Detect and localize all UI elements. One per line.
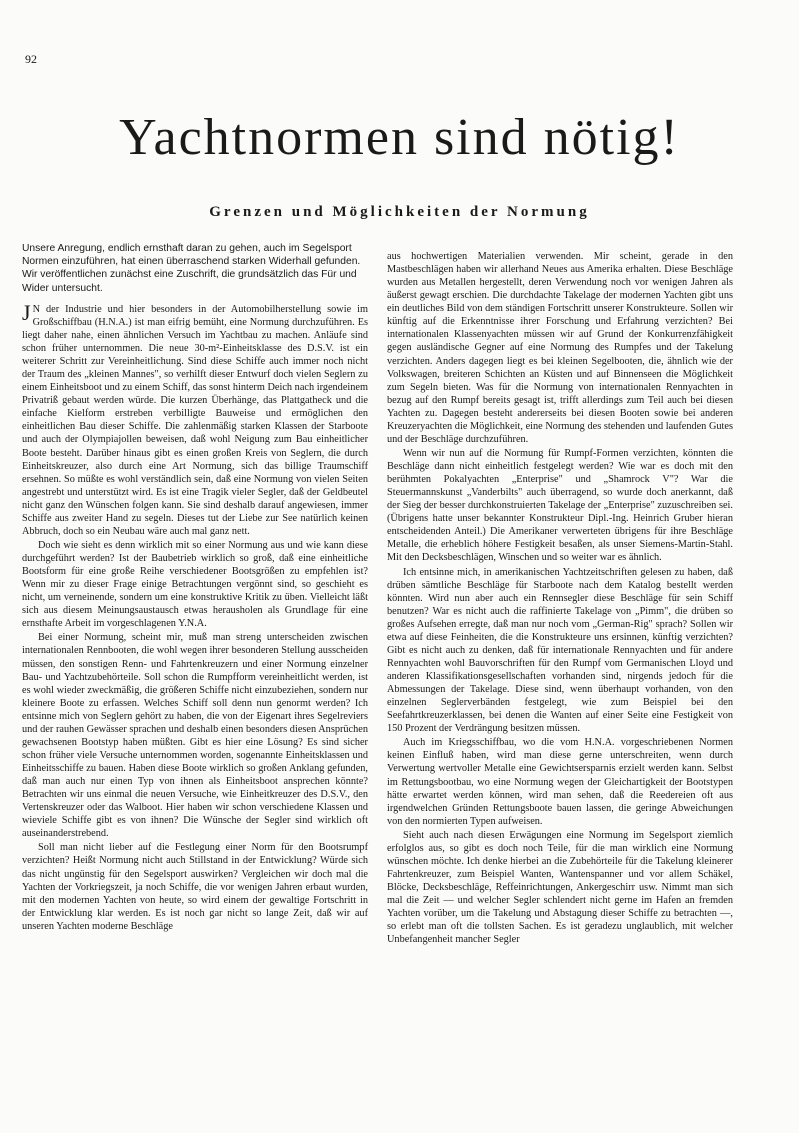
paragraph: Wenn wir nun auf die Normung für Rumpf-Formen verzichten, könnten die Beschläge dann nicht einheitlich festgelegt werden? Wie war es doch mit den berühmten Pokalyachten „Enterprise" und „Shamrock V"? War die Steuermannskunst „Vanderbilts" auch überragend, so wurde doch anerkannt, daß der Sieg der besser durchkonstruierten Takelage der „Enterprise" zuzuschreiben sei. (Übrigens hatte unser bekannter Konstrukteur Dipl.-Ing. Heinrich Gruber hieran entscheidenden Anteil.) Die Amerikaner verwerteten übrigens für ihre Beschläge Metalle, die erheblich höhere Festigkeit besaßen, als unser Siemens-Martin-Stahl. Mit den Decksbeschlägen, Winschen und so weiter war es ähnlich. bbox=[387, 447, 733, 564]
left-column bbox=[22, 242, 368, 933]
paragraph: Soll man nicht lieber auf die Festlegung einer Norm für den Bootsrumpf verzichten? Heißt Normung nicht auch Stillstand in der Entwicklung? Würde sich das nicht ungünstig für den Segelsport auswirken? Vergleichen wir doch mal die Yachten der Vorkriegszeit, ja noch Schiffe, die vor wenigen Jahren erbaut wurden, mit den modernen Yachten von heute, so wird einem der gewaltige Fortschritt in der Entwicklung klar werden. Es ist noch gar nicht so lange Zeit, daß wir auf unseren Yachten moderne Beschläge bbox=[22, 842, 368, 932]
paragraph: Sieht auch nach diesen Erwägungen eine Normung im Segelsport ziemlich erfolglos aus, so gibt es doch noch Teile, für die man wirklich eine Normung wünschen möchte. Ich denke hierbei an die Zubehörteile für die Takelung kleinerer Fahrtenkreuzer, zum Beispiel Wanten, Wantenspanner und vor allem Schäkel, Blöcke, Decksbeschläge, Reffeinrichtungen, Ankergeschirr usw. Nimmt man sich mal die Zeit — und welcher Segler schlendert nicht gerne im Hafen an fremden Yachten vorüber, um die Takelung und Abstagung dieser Schiffe zu betrachten —, so erlebt man oft die tollsten Sachen. Es ist geradezu unglaublich, mit welcher Unbefangenheit mancher Segler bbox=[387, 829, 733, 946]
paragraph: Auch im Kriegsschiffbau, wo die vom H.N.A. vorgeschriebenen Normen keinen Einfluß haben, wird man diese gerne unterschreiten, wenn durch Verwertung wertvoller Metalle eine Gewichtsersparnis erzielt werden kann. Selbst im Rettungsbootbau, wo eine Normung wegen der Gleichartigkeit der Bootstypen hätte erwartet werden können, wird man sehen, daß die Reedereien oft aus irgendwelchen Gründen Rettungsboote bauen lassen, die geringe Abweichungen von den normierten Typen aufweisen. bbox=[387, 737, 733, 827]
paragraph: aus hochwertigen Materialien verwenden. Mir scheint, gerade in den Mastbeschlägen haben wir allerhand Neues aus Amerika erhalten. Diese Beschläge wurden aus Metallen hergestellt, deren Verwendung noch vor wenigen Jahren als äußerst gewagt erschien. Die durchdachte Takelage der modernen Yachten gibt uns ein deutliches Bild von dem ständigen Fortschritt unserer Konstrukteure. Sollen wir künftig auf die Erkenntnisse ihrer Forschung und Erfahrung verzichten? Bei internationalen Klassenyachten müssen wir auf Grund der Konkurrenzfähigkeit gegen ausländische Gegner auf eine Normung des Rumpfes und der Takelung verzichten. Anders dagegen liegt es bei kleinen Segelbooten, die, ähnlich wie der Volkswagen, breiteren Schichten an Küsten und auf Binnenseen die Möglichkeit zum Segeln bieten. Was für die Normung von internationalen Rennyachten in bezug auf den Rumpf bereits gesagt ist, trifft allerdings zum Teil auch bei diesen Yachten zu. Dagegen besteht andererseits bei diesen Booten sowie bei anderen Kreuzeryachten die Möglichkeit, eine Normung des stehenden und laufenden Gutes und der Beschläge durchzuführen. bbox=[387, 251, 733, 445]
paragraph: Ich entsinne mich, in amerikanischen Yachtzeitschriften gelesen zu haben, daß drüben sämtliche Beschläge für Starboote nach dem Katalog bestellt werden könnten. Wird nun aber auch ein Rennsegler diese Beschläge für sein Schiff benutzen? War es nicht auch die raffinierte Takelage von „Pimm", die drüben so großes Aufsehen erregte, daß man nur noch vom „German-Rig" sprach? Sollen wir etwa auf diese Feinheiten, die die Konstrukteure uns ersinnen, künftig verzichten? Gibt es nicht auch zu denken, daß für internationale Rennyachten und für andere Rennyachten wohl Bauvorschriften für den Rumpf vom Germanischen Lloyd und anderen Klassifikationsgesellschaften vorhanden sind, nirgends jedoch für die Abmessungen der Takelage. Diese sind, wenn überhaupt vorhanden, von den einzelnen Seglerverbänden festgelegt, wie zum Beispiel bei den Seefahrtkreuzerklassen, bei denen die Wanten auf einer Seite eine Festigkeit von 150 Prozent der Verdrängung besitzen müssen. bbox=[387, 566, 733, 735]
paragraph: Doch wie sieht es denn wirklich mit so einer Normung aus und wie kann diese durchgeführt werden? Ist der Baubetrieb wirklich so groß, daß eine einheitliche Bootsform für eine große Reihe verschiedener Bootsgrößen zu empfehlen ist? Wenn mir zu dieser Frage einige Betrachtungen vergönnt sind, so geschieht es nicht, um verneinende, sondern um eine konstruktive Kritik zu üben. Vielleicht läßt sich aus diesem Meinungsaustausch etwas herausholen als Grundlage für eine ernsthafte Arbeit im vorgeschlagenen Y.N.A. bbox=[22, 539, 368, 630]
paragraph-text: N der Industrie und hier besonders in der Automobilherstellung sowie im Großschiffbau (H.N.A.) ist man eifrig bemüht, eine Normung durchzuführen. Es liegt daher nahe, einen ähnlichen Versuch im Yachtbau zu machen. Anläufe sind schon früher unternommen. Die neue 30-m²-Einheitsklasse des D.S.V. ist ein weiterer Schritt zur Vereinheitlichung. Sind diese Schiffe auch immer noch nicht der Traum des „kleinen Mannes", so verhilft dieser Entwurf doch vielen Seglern zu einem Einheitsboot und zu einem Schiff, das sonst hinterm Deich nach irgendeinem Privatriß gebaut werden würde. Die kurzen Überhänge, das Plattgatheck und die einfache Kielform erstreben verbilligte Bauweise und ermöglichen den einheitlichen Bau dieser Schiffe. Die zahlenmäßig starken Klassen der Starboote und auch der Olympiajollen beweisen, daß wohl Neigung zum Bau einheitlicher Boote besteht. Darüber hinaus gibt es einen großen Kreis von Seglern, die durch Einheitskreuzer, also durch eine Art Normung, sich das billige Traumschiff ersehnen. So müßte es wohl verständlich sein, daß eine Normung von vielen Seiten angestrebt und unterstützt wird. Es ist eine Tragik vieler Segler, daß der Geldbeutel nicht ganz den Wünschen folgen kann. Sie sind deshalb darauf angewiesen, immer Schiffe aus zweiter Hand zu segeln. Dieses tut der Liebe zur See natürlich keinen Abbruch, doch so ein Neubau wäre auch mal ganz nett. bbox=[22, 303, 368, 537]
paragraph bbox=[22, 299, 368, 538]
page-number: 92 bbox=[25, 52, 37, 66]
article-title: Yachtnormen sind nötig! bbox=[119, 109, 680, 166]
article-subtitle: Grenzen und Möglichkeiten der Normung bbox=[209, 204, 590, 220]
paragraph: Bei einer Normung, scheint mir, muß man streng unterscheiden zwischen internationalen Rennbooten, die wohl wegen ihrer besonderen Stellung ausscheiden müssen, den sonstigen Renn- und Fahrtenkreuzern und einer Normung einzelner Bau- und Yachtzubehörteile. Soll schon die Rumpfform vereinheitlicht werden, ist es wohl wieder zweckmäßig, die größeren Schiffe nicht einzubeziehen, sondern nur kleinere Boote zu erfassen. Welches Schiff soll denn nun genormt werden? Ich entsinne mich von Seglern gehört zu haben, die von der Eigenart ihres Segelreviers und der rauhen Gewässer sprachen und deshalb einen besonders diesen Ansprüchen gewachsenen Bootstyp haben müßten. Gibt es hier eine Lösung? Es sind sicher schon früher viele Versuche unternommen worden, sogenannte Einheitsklassen und Einheitsschiffe zu bauen. Haben diese Boote wirklich so großen Anklang gefunden, daß man auch nur einen Typ von ihnen als Einheitsboot ansprechen könnte? Betrachten wir uns einmal die neuen Versuche, wie Einheitkreuzer des D.S.V., den Vertenskreuzer oder das Walboot. Hier haben wir schon verschiedene Klassen und wieviele Schiffe gibt es von ihnen? Die Wünsche der Segler sind wirklich oft auseinanderstrebend. bbox=[22, 632, 368, 840]
right-column bbox=[387, 250, 733, 946]
editor-intro: Unsere Anregung, endlich ernsthaft daran zu gehen, auch im Segelsport Normen einzuführen, hat einen überraschend starken Widerhall gefunden. Wir veröffentlichen zunächst eine Zuschrift, die grundsätzlich das Für und Wider untersucht. bbox=[22, 243, 361, 294]
dropcap-letter: J bbox=[22, 299, 31, 325]
